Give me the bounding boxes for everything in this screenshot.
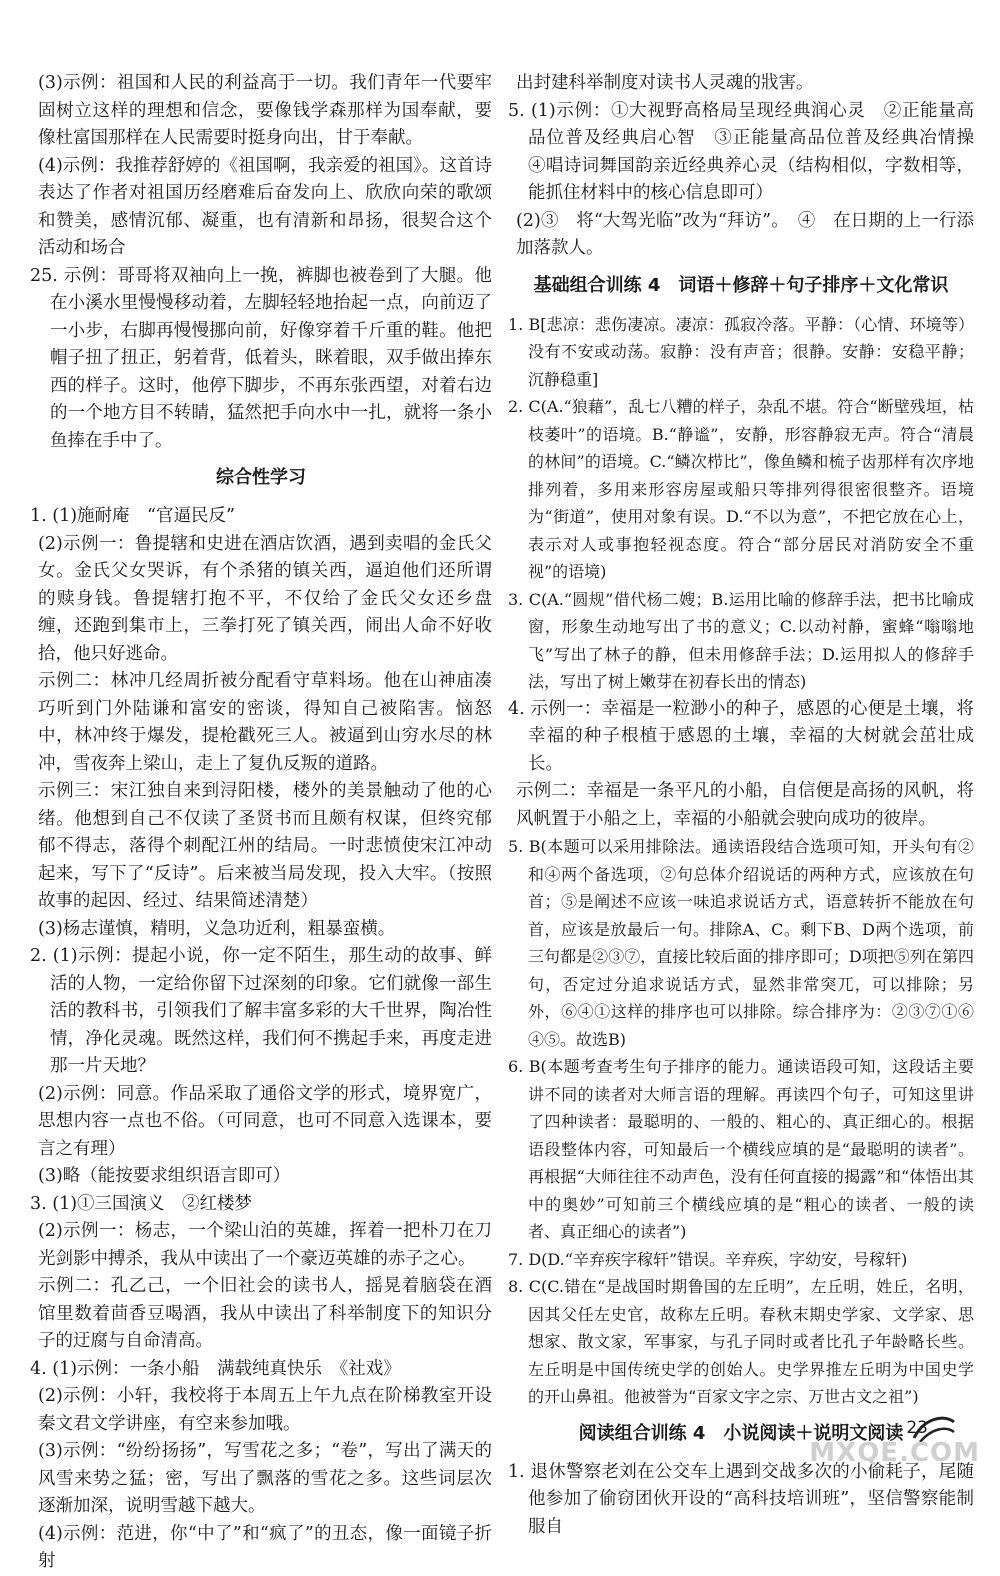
answer-paragraph: (3)示例：祖国和人民的利益高于一切。我们青年一代要牢固树立这样的理想和信念，要像钱学森那样为国奉献，要像杜富国那样在人民需要时挺身向出，甘于奉献。 <box>38 73 492 148</box>
answer-paragraph: 出封建科举制度对读书人灵魂的戕害。 <box>516 73 814 93</box>
numbered-answer: 6. B(本题考查考生句子排序的能力。通读语段可知，这段话主要讲不同的读者对大师言语的理解。再读四个句子，可知这里讲了四种读者：最聪明的、一般的、粗心的、真正细心的。根据语段整体内容，可知最后一个横线应填的是“最聪明的读者”。再根据“大师往往不动声色，没有任何直接的揭露”和“体悟出其中的奥妙”可知前三个横线应填的是“粗心的读者、一般的读者、真正细心的读者”) <box>508 1057 974 1241</box>
answer-paragraph: 示例二：林冲几经周折被分配看守草料场。他在山神庙凑巧听到门外陆谦和富安的密谈，得知自己被陷害。恼怒中，林冲终于爆发，提枪戳死三人。被逼到山穷水尽的林冲，雪夜奔上梁山，走上了复仇反叛的道路。 <box>38 671 492 774</box>
section-heading: 基础组合训练 4 词语＋修辞＋句子排序＋文化常识 <box>533 274 949 296</box>
numbered-answer: 4. 示例一：幸福是一粒渺小的种子，感恩的心便是土壤，将幸福的种子根植于感恩的土壤，幸福的大树就会茁壮成长。 <box>508 698 974 774</box>
left-column <box>30 70 492 1576</box>
numbered-answer: 5. (1)示例：①大视野高格局呈现经典润心灵 ②正能量高品位普及经典启心智 ③正能量高品位普及经典冶情操 ④唱诗词舞国韵亲近经典养心灵（结构相似，字数相等，能抓住材料中的核心信息即可） <box>508 100 992 203</box>
answer-paragraph: (2)示例：同意。作品采取了通俗文学的形式，境界宽广，思想内容一点也不俗。（可同意，也可不同意入选课本，要言之有理） <box>38 1083 492 1159</box>
numbered-answer: 1. (1)施耐庵 “官逼民反” <box>30 506 235 526</box>
answer-paragraph: 示例三：宋江独自来到浔阳楼，楼外的美景触动了他的心绪。他想到自己不仅读了圣贤书而且颇有权谋，但终究郁郁不得志，落得个刺配江州的结局。一时悲愤使宋江冲动起来，写下了“反诗”。后来被当局发现，投入大牢。（按照故事的起因、经过、结果简述清楚） <box>38 781 492 911</box>
right-column <box>508 70 992 1541</box>
numbered-answer: 1. 退休警察老刘在公交车上遇到交战多次的小偷耗子，尾随他参加了偷窃团伙开设的“高科技培训班”，坚信警察能制服自 <box>508 1461 974 1537</box>
answer-paragraph: 示例二：孔乙己，一个旧社会的读书人，摇晃着脑袋在酒馆里数着茴香豆喝酒，我从中读出了科举制度下的知识分子的迂腐与自命清高。 <box>38 1276 492 1351</box>
numbered-answer: 3. (1)①三国演义 ②红楼梦 <box>30 1193 253 1214</box>
section-heading: 综合性学习 <box>216 467 306 488</box>
numbered-answer: 2. C(A.“狼藉”，乱七八糟的样子，杂乱不堪。符合“断壁残垣，枯枝萎叶”的语境。B.“静谧”，安静，形容静寂无声。符合“清晨的林间”的语境。C.“鳞次栉比”，像鱼鳞和梳子齿那样有次序地排列着，多用来形容房屋或船只等排列得很密很整齐。语境为“街道”，使用对象有误。D.“不以为意”，不把它放在心上，表示对人或事抱轻视态度。符合“部分居民对消防安全不重视”的语境) <box>508 397 974 581</box>
section-heading: 阅读组合训练 4 小说阅读＋说明文阅读 <box>578 1422 904 1444</box>
numbered-answer: 4. (1)示例：一条小船 满载纯真快乐 《社戏》 <box>30 1358 401 1379</box>
answer-paragraph: (3)略（能按要求组织语言即可） <box>38 1166 291 1186</box>
answer-paragraph: (2)③ 将“大驾光临”改为“拜访”。 ④ 在日期的上一行添加落款人。 <box>516 210 974 258</box>
answer-paragraph: (4)示例：范进，你“中了”和“疯了”的丑态，像一面镜子折射 <box>38 1523 492 1571</box>
page-number: 23 <box>906 1418 928 1438</box>
answer-paragraph: (3)示例：“纷纷扬扬”，写雪花之多；“卷”，写出了满天的风雪来势之猛；密，写出了飘落的雪花之多。这些词层次逐渐加深，说明雪越下越大。 <box>38 1441 492 1516</box>
watermark: MXQE.COM <box>809 1438 980 1468</box>
answer-paragraph: (2)示例一：杨志，一个梁山泊的英雄，挥着一把朴刀在刀光剑影中搏杀，我从中读出了一个豪迈英雄的赤子之心。 <box>38 1221 492 1269</box>
numbered-answer: 8. C(C.错在“是战国时期鲁国的左丘明”，左丘明，姓丘，名明，因其父任左史官，故称左丘明。春秋末期史学家、文学家、思想家、散文家，军事家，与孔子同时或者比孔子年龄略长些。左丘明是中国传统史学的创始人。史学界推左丘明为中国史学的开山鼻祖。他被誉为“百家文字之宗、万世古文之祖”) <box>508 1277 974 1406</box>
answer-paragraph: (2)示例：小轩，我校将于本周五上午九点在阶梯教室开设秦文君文学讲座，有空来参加哦。 <box>38 1386 492 1434</box>
answer-paragraph: (3)杨志谨慎，精明，义急功近利，粗暴蛮横。 <box>38 918 396 939</box>
answer-paragraph: (4)示例：我推荐舒婷的《祖国啊，我亲爱的祖国》。这首诗表达了作者对祖国历经磨难后奋发向上、欣欣向荣的歌颂和赞美，感情沉郁、凝重，也有清新和昂扬，很契合这个活动和场合 <box>38 155 492 258</box>
answer-paragraph: 示例二：幸福是一条平凡的小船，自信便是高扬的风帆，将风帆置于小船之上，幸福的小船就会驶向成功的彼岸。 <box>516 781 974 829</box>
numbered-answer: 5. B(本题可以采用排除法。通读语段结合选项可知，开头句有②和④两个备选项，②句总体介绍说话的两种方式，应该放在句首；⑤是阐述不应该一味追求说话方式，语意转折不能放在句首，应该是放最后一句。排除A、C。剩下B、D两个选项，前三句都是②③⑦，直接比较后面的排序即可；D项把⑤列在第四句，否定过分追求说话方式，显然非常突兀，可以排除；另外，⑥④①这样的排序也可以排除。综合排序为：②③⑦①⑥④⑤。故选B) <box>508 837 974 1049</box>
numbered-answer: 1. B[悲凉：悲伤凄凉。凄凉：孤寂冷落。平静：（心情、环境等）没有不安或动荡。寂静：没有声音；很静。安静：安稳平静；沉静稳重] <box>508 314 974 389</box>
numbered-answer: 2. (1)示例：提起小说，你一定不陌生，那生动的故事、鲜活的人物，一定给你留下过深刻的印象。它们就像一部生活的教科书，引领我们了解丰富多彩的大千世界，陶冶性情，净化灵魂。既然这样，我们何不携起手来，再度走进那一片天地？ <box>30 946 492 1076</box>
numbered-answer: 25. 示例：哥哥将双袖向上一挽，裤脚也被卷到了大腿。他在小溪水里慢慢移动着，左脚轻轻地抬起一点，向前迈了一小步，右脚再慢慢挪向前，好像穿着千斤重的鞋。他把帽子扭了扭正，躬着背，低着头，眯着眼，双手做出捧东西的样子。这时，他停下脚步，不再东张西望，对着右边的一个地方目不转睛，猛然把手向水中一扎，就将一条小鱼捧在手中了。 <box>30 265 492 451</box>
answer-paragraph: (2)示例一：鲁提辖和史进在酒店饮酒，遇到卖唱的金氏父女。金氏父女哭诉，有个杀猪的镇关西，逼迫他们还所谓的赎身钱。鲁提辖打抱不平，不仅给了金氏父女还乡盘缠，还跑到集市上，三拳打死了镇关西，闹出人命不好收拾，他只好逃命。 <box>38 533 492 664</box>
numbered-answer: 7. D(D.“辛弃疾字稼轩”错误。辛弃疾，字幼安，号稼轩) <box>508 1249 908 1269</box>
numbered-answer: 3. C(A.“圆规”借代杨二嫂；B.运用比喻的修辞手法，把书比喻成窗，形象生动地写出了书的意义；C.以动衬静，蜜蜂“嗡嗡地飞”写出了林子的静，但未用修辞手法；D.运用拟人的修辞手法，写出了树上嫩芽在初春长出的情态) <box>508 589 974 691</box>
